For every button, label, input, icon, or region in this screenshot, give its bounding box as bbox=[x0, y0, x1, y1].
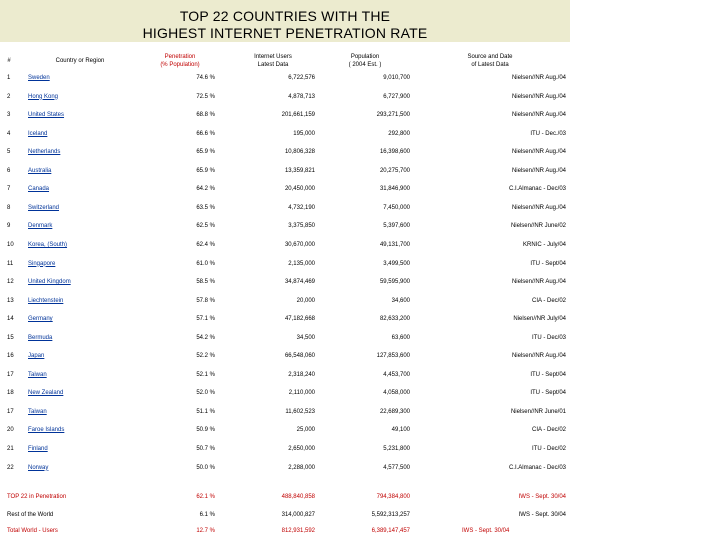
row-population: 4,577,500 bbox=[383, 464, 410, 471]
row-users: 30,670,000 bbox=[284, 241, 315, 248]
row-rank: 3 bbox=[7, 112, 11, 119]
row-population: 5,231,800 bbox=[383, 446, 410, 452]
row-source: Nielsen//NR July/04 bbox=[513, 316, 566, 323]
country-link[interactable]: Taiwan bbox=[28, 371, 47, 378]
row-users: 66,548,060 bbox=[284, 353, 315, 360]
country-link[interactable]: Japan bbox=[28, 353, 45, 360]
header-users-line1: Internet Users bbox=[254, 54, 292, 60]
row-users: 2,288,000 bbox=[288, 464, 315, 471]
summary-label: Total World - Users bbox=[7, 528, 58, 534]
row-penetration: 61.0 % bbox=[196, 260, 215, 267]
summary-row bbox=[0, 526, 720, 536]
row-penetration: 72.5 % bbox=[196, 93, 215, 100]
country-link[interactable]: Iceland bbox=[28, 130, 48, 137]
row-users: 6,722,576 bbox=[288, 75, 315, 81]
row-population: 82,633,200 bbox=[379, 316, 410, 323]
row-population: 9,010,700 bbox=[383, 75, 410, 81]
row-population: 3,499,500 bbox=[383, 260, 410, 267]
row-population: 6,727,900 bbox=[383, 93, 410, 100]
country-link[interactable]: Canada bbox=[28, 186, 50, 193]
row-users: 11,602,523 bbox=[285, 408, 315, 415]
summary-row bbox=[0, 510, 720, 520]
country-link[interactable]: Faroe Islands bbox=[28, 427, 65, 434]
row-users: 2,650,000 bbox=[288, 446, 315, 452]
row-penetration: 66.6 % bbox=[196, 130, 215, 137]
row-population: 16,398,600 bbox=[379, 149, 410, 156]
summary-source: IWS - Sept. 30/04 bbox=[462, 528, 510, 534]
row-users: 2,110,000 bbox=[288, 390, 315, 397]
summary-penetration: 6.1 % bbox=[199, 512, 215, 518]
row-population: 20,275,700 bbox=[379, 167, 410, 174]
summary-users: 488,840,858 bbox=[281, 494, 315, 500]
summary-penetration: 12.7 % bbox=[196, 528, 215, 534]
header-users-line2: Latest Data bbox=[257, 62, 289, 68]
country-link[interactable]: United Kingdom bbox=[28, 279, 71, 286]
row-penetration: 51.1 % bbox=[196, 408, 215, 415]
row-source: Nielsen//NR Aug./04 bbox=[511, 204, 566, 211]
header-users bbox=[238, 53, 308, 69]
header-country: Country or Region bbox=[55, 58, 105, 64]
row-penetration: 62.4 % bbox=[196, 241, 215, 248]
row-users: 47,182,668 bbox=[284, 316, 315, 323]
table-row bbox=[0, 333, 720, 343]
row-penetration: 58.5 % bbox=[196, 279, 215, 286]
header-population-line2: ( 2004 Est. ) bbox=[348, 62, 382, 68]
row-users: 34,874,469 bbox=[284, 279, 315, 286]
row-source: Nielsen//NR June/02 bbox=[510, 223, 566, 230]
header-penetration-line2: (% Population) bbox=[160, 62, 200, 68]
row-users: 195,000 bbox=[293, 130, 315, 137]
country-link[interactable]: Korea, (South) bbox=[28, 241, 68, 248]
table-row bbox=[0, 351, 720, 361]
table-row bbox=[0, 203, 720, 213]
summary-penetration: 62.1 % bbox=[196, 494, 215, 500]
row-population: 5,397,600 bbox=[383, 223, 410, 230]
row-users: 2,318,240 bbox=[288, 371, 315, 378]
row-users: 13,359,821 bbox=[284, 167, 315, 174]
country-link[interactable]: Germany bbox=[28, 316, 53, 323]
row-population: 34,600 bbox=[391, 297, 410, 304]
row-population: 49,100 bbox=[391, 427, 410, 434]
summary-population: 794,384,800 bbox=[376, 494, 410, 500]
row-users: 20,000 bbox=[296, 297, 315, 304]
row-rank: 5 bbox=[7, 149, 11, 156]
row-source: Nielsen//NR Aug./04 bbox=[511, 353, 566, 360]
row-source: CIA - Dec/02 bbox=[531, 427, 566, 434]
country-link[interactable]: Sweden bbox=[28, 75, 50, 81]
row-rank: 17 bbox=[7, 371, 14, 378]
row-population: 49,131,700 bbox=[379, 241, 410, 248]
summary-label: Rest of the World bbox=[7, 512, 54, 518]
row-rank: 7 bbox=[7, 186, 11, 193]
row-source: ITU - Sept/04 bbox=[530, 371, 566, 378]
summary-population: 5,592,313,257 bbox=[371, 512, 410, 518]
row-population: 22,689,300 bbox=[379, 408, 410, 415]
row-population: 7,450,000 bbox=[383, 204, 410, 211]
title-line-2: HIGHEST INTERNET PENETRATION RATE bbox=[142, 25, 428, 41]
row-source: Nielsen//NR Aug./04 bbox=[511, 279, 566, 286]
row-rank: 21 bbox=[7, 446, 14, 452]
header-source bbox=[450, 53, 530, 69]
row-users: 10,806,328 bbox=[284, 149, 315, 156]
country-link[interactable]: Denmark bbox=[28, 223, 53, 230]
row-source: ITU - Sept/04 bbox=[530, 390, 566, 397]
row-rank: 13 bbox=[7, 297, 14, 304]
table-row bbox=[0, 240, 720, 250]
row-population: 59,595,900 bbox=[379, 279, 410, 286]
row-users: 25,000 bbox=[296, 427, 315, 434]
country-link[interactable]: Finland bbox=[28, 446, 48, 452]
summary-population: 6,389,147,457 bbox=[371, 528, 410, 534]
header-population bbox=[330, 53, 400, 69]
row-penetration: 57.8 % bbox=[196, 297, 215, 304]
title-line-1: TOP 22 COUNTRIES WITH THE bbox=[179, 8, 391, 24]
row-source: Nielsen//NR Aug./04 bbox=[511, 112, 566, 119]
row-population: 292,800 bbox=[388, 130, 410, 137]
row-users: 3,375,850 bbox=[288, 223, 315, 230]
country-link[interactable]: New Zealand bbox=[28, 390, 64, 397]
row-penetration: 74.6 % bbox=[196, 75, 215, 81]
table-row bbox=[0, 110, 720, 120]
table-row bbox=[0, 73, 720, 83]
row-source: C.I.Almanac - Dec/03 bbox=[508, 464, 566, 471]
table-row bbox=[0, 147, 720, 157]
table-row bbox=[0, 166, 720, 176]
table-row bbox=[0, 407, 720, 417]
row-population: 63,600 bbox=[391, 334, 410, 341]
row-rank: 6 bbox=[7, 167, 11, 174]
table-row bbox=[0, 129, 720, 139]
page-title bbox=[0, 8, 570, 42]
row-users: 4,732,190 bbox=[288, 204, 315, 211]
table-row bbox=[0, 370, 720, 380]
table-row bbox=[0, 444, 720, 454]
country-link[interactable]: Liechtenstein bbox=[28, 297, 64, 304]
row-rank: 22 bbox=[7, 464, 14, 471]
row-rank: 11 bbox=[7, 260, 14, 267]
row-population: 127,853,600 bbox=[376, 353, 410, 360]
row-source: ITU - Sept/04 bbox=[530, 260, 566, 267]
row-penetration: 62.5 % bbox=[196, 223, 215, 230]
summary-users: 314,000,827 bbox=[281, 512, 315, 518]
row-penetration: 50.9 % bbox=[196, 427, 215, 434]
country-link[interactable]: Australia bbox=[28, 167, 52, 174]
table-row bbox=[0, 277, 720, 287]
country-link[interactable]: Hong Kong bbox=[28, 93, 59, 100]
header-population-line1: Population bbox=[350, 54, 380, 60]
row-source: KRNIC - July/04 bbox=[522, 241, 566, 248]
country-link[interactable]: Taiwan bbox=[28, 408, 47, 415]
row-source: C.I.Almanac - Dec/03 bbox=[508, 186, 566, 193]
row-rank: 8 bbox=[7, 204, 11, 211]
row-users: 20,450,000 bbox=[284, 186, 315, 193]
row-penetration: 64.2 % bbox=[196, 186, 215, 193]
table-row bbox=[0, 221, 720, 231]
row-rank: 9 bbox=[7, 223, 11, 230]
row-source: ITU - Dec/03 bbox=[531, 334, 566, 341]
country-link[interactable]: Singapore bbox=[28, 260, 56, 267]
summary-row bbox=[0, 492, 720, 502]
row-rank: 10 bbox=[7, 241, 14, 248]
row-rank: 15 bbox=[7, 334, 14, 341]
row-rank: 2 bbox=[7, 93, 11, 100]
header-source-line1: Source and Date bbox=[467, 54, 513, 60]
row-population: 4,058,000 bbox=[383, 390, 410, 397]
row-source: Nielsen//NR Aug./04 bbox=[511, 93, 566, 100]
row-rank: 14 bbox=[7, 316, 14, 323]
row-penetration: 50.7 % bbox=[196, 446, 215, 452]
row-users: 2,135,000 bbox=[288, 260, 315, 267]
row-rank: 12 bbox=[7, 279, 14, 286]
country-link[interactable]: Netherlands bbox=[28, 149, 61, 156]
row-source: ITU - Dec./03 bbox=[530, 130, 566, 137]
row-source: Nielsen//NR Aug./04 bbox=[511, 167, 566, 174]
table-row bbox=[0, 92, 720, 102]
row-penetration: 63.5 % bbox=[196, 204, 215, 211]
row-penetration: 65.9 % bbox=[196, 167, 215, 174]
country-link[interactable]: Norway bbox=[28, 464, 49, 471]
country-link[interactable]: Bermuda bbox=[28, 334, 53, 341]
table-row bbox=[0, 463, 720, 473]
table-row bbox=[0, 388, 720, 398]
summary-source: IWS - Sept. 30/04 bbox=[518, 512, 566, 518]
row-source: Nielsen//NR Aug./04 bbox=[511, 149, 566, 156]
summary-source: IWS - Sept. 30/04 bbox=[518, 494, 566, 500]
table-row bbox=[0, 259, 720, 269]
header-penetration-line1: Penetration bbox=[164, 54, 196, 60]
header-rank: # bbox=[7, 58, 11, 64]
row-rank: 4 bbox=[7, 130, 11, 137]
country-link[interactable]: Switzerland bbox=[28, 204, 60, 211]
row-penetration: 57.1 % bbox=[196, 316, 215, 323]
row-source: Nielsen//NR Aug./04 bbox=[511, 75, 566, 81]
row-population: 31,846,900 bbox=[379, 186, 410, 193]
table-row bbox=[0, 425, 720, 435]
row-users: 34,500 bbox=[296, 334, 315, 341]
row-penetration: 68.8 % bbox=[196, 112, 215, 119]
row-rank: 20 bbox=[7, 427, 14, 434]
summary-users: 812,931,592 bbox=[281, 528, 315, 534]
country-link[interactable]: United States bbox=[28, 112, 65, 119]
table-row bbox=[0, 314, 720, 324]
row-penetration: 50.0 % bbox=[196, 464, 215, 471]
row-source: CIA - Dec/02 bbox=[531, 297, 566, 304]
row-population: 293,271,500 bbox=[376, 112, 410, 119]
row-rank: 18 bbox=[7, 390, 14, 397]
row-rank: 17 bbox=[7, 408, 14, 415]
table-row bbox=[0, 184, 720, 194]
row-penetration: 52.0 % bbox=[196, 390, 215, 397]
row-source: Nielsen//NR June/01 bbox=[510, 408, 566, 415]
row-penetration: 52.2 % bbox=[196, 353, 215, 360]
row-users: 4,878,713 bbox=[288, 93, 315, 100]
header-source-line2: of Latest Data bbox=[471, 62, 509, 68]
row-source: ITU - Dec/02 bbox=[531, 446, 566, 452]
row-rank: 1 bbox=[7, 75, 11, 81]
header-penetration bbox=[145, 53, 215, 69]
row-penetration: 65.9 % bbox=[196, 149, 215, 156]
row-users: 201,661,159 bbox=[281, 112, 315, 119]
row-penetration: 52.1 % bbox=[196, 371, 215, 378]
row-rank: 16 bbox=[7, 353, 14, 360]
table-row bbox=[0, 296, 720, 306]
row-penetration: 54.2 % bbox=[196, 334, 215, 341]
summary-label: TOP 22 in Penetration bbox=[7, 494, 67, 500]
row-population: 4,453,700 bbox=[383, 371, 410, 378]
